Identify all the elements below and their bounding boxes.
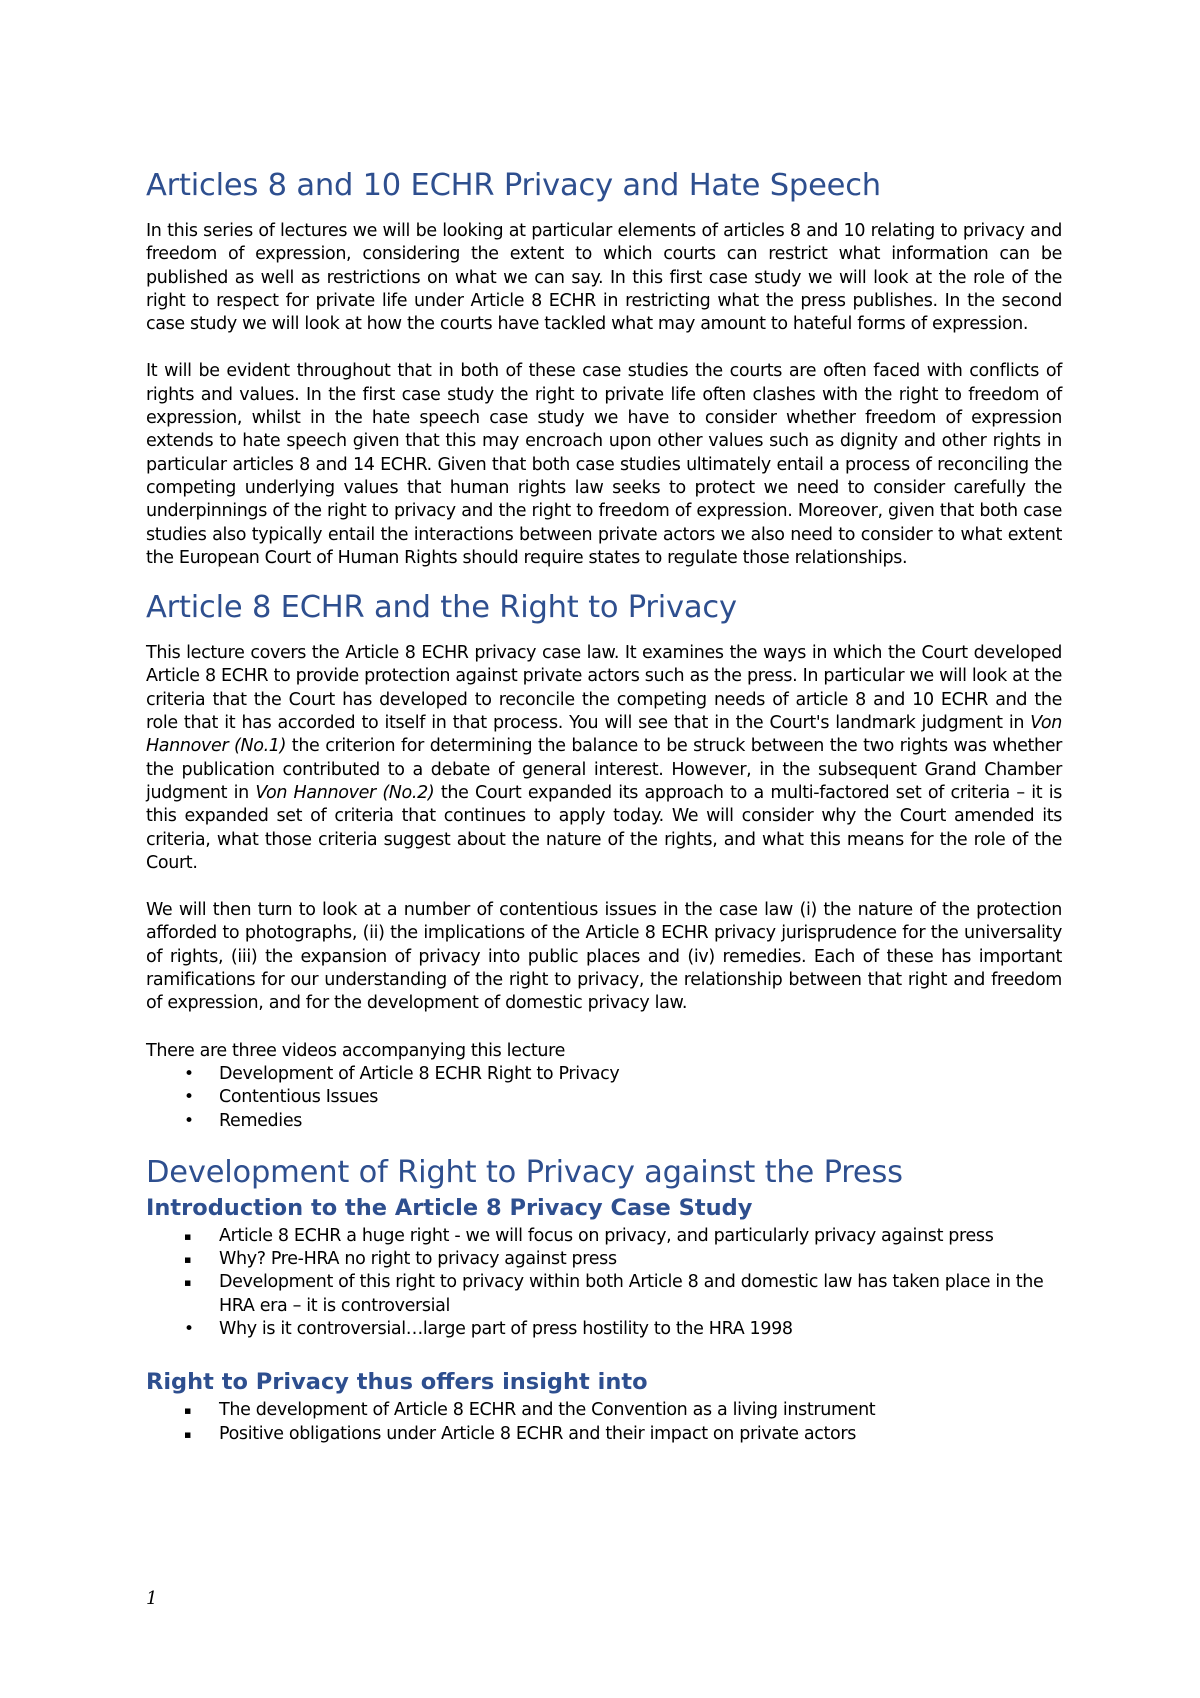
list-item-text: Article 8 ECHR a huge right - we will focus on privacy, and particularly privacy against press bbox=[219, 1225, 994, 1246]
lecture-paragraph bbox=[146, 642, 1062, 875]
case-von-hannover-2: Von Hannover (No.2) bbox=[255, 782, 435, 803]
lecture-text-3: the Court expanded its approach to a multi-factored set of criteria – it is this expanded set of criteria that continues to apply today. We will consider why the Court amended its criteria, what those criteria suggest about the nature of the rights, and what this means for the role of the Court. bbox=[146, 782, 1062, 873]
video-title: Development of Article 8 ECHR Right to Privacy bbox=[219, 1063, 620, 1084]
bullet-icon: ▪ bbox=[184, 1253, 192, 1267]
list-item bbox=[146, 1063, 1062, 1086]
case-von-hannover-1: Von Hannover (No.1) bbox=[146, 713, 1062, 757]
lecture-text-2: the criterion for determining the balance to be struck between the two rights was whether the publication contributed to a debate of general interest. However, in the subsequent Grand Chamber judgment in bbox=[146, 736, 1062, 803]
list-item bbox=[146, 1110, 1062, 1133]
bullet-icon: ▪ bbox=[184, 1229, 192, 1243]
list-item bbox=[146, 1399, 1062, 1422]
bullet-icon: • bbox=[184, 1063, 194, 1084]
list-item bbox=[146, 1086, 1062, 1109]
issues-paragraph: We will then turn to look at a number of contentious issues in the case law (i) the nature of the protection afforded to photographs, (ii) the implications of the Article 8 ECHR privacy jurisprudence for the universality of rights, (iii) the expansion of privacy into public places and (iv) remedies. Each of these has important ramifications for our understanding of the right to privacy, the relationship between that right and freedom of expression, and for the development of domestic privacy law. bbox=[146, 900, 1062, 1014]
article8-heading: Article 8 ECHR and the Right to Privacy bbox=[146, 590, 737, 626]
videos-section bbox=[146, 1040, 1062, 1133]
bullet-icon: ▪ bbox=[184, 1427, 192, 1441]
list-item bbox=[146, 1248, 1062, 1271]
list-item-text: Development of this right to privacy within both Article 8 and domestic law has taken place in the HRA era – it is controversial bbox=[219, 1272, 1044, 1316]
bullet-icon: • bbox=[184, 1318, 194, 1339]
conflict-paragraph: It will be evident throughout that in both of these case studies the courts are often faced with conflicts of rights and values. In the first case study the right to private life often clashes with the right to freedom of expression, whilst in the hate speech case study we have to consider whether freedom of expression extends to hate speech given that this may encroach upon other values such as dignity and other rights in particular articles 8 and 14 ECHR. Given that both case studies ultimately entail a process of reconciling the competing underlying values that human rights law seeks to protect we need to consider carefully the underpinnings of the right to privacy and the right to freedom of expression. Moreover, given that both case studies also typically entail the interactions between private actors we also need to consider to what extent the European Court of Human Rights should require states to regulate those relationships. bbox=[146, 361, 1062, 568]
list-item-text: Positive obligations under Article 8 ECHR and their impact on private actors bbox=[219, 1423, 857, 1444]
bullet-icon: ▪ bbox=[184, 1276, 192, 1290]
page-number: 1 bbox=[146, 1588, 158, 1609]
list-item bbox=[146, 1423, 1062, 1446]
intro-list bbox=[146, 1225, 1062, 1341]
insight-subheading: Right to Privacy thus offers insight into bbox=[146, 1369, 648, 1396]
list-item-text: Why? Pre-HRA no right to privacy against press bbox=[219, 1249, 617, 1270]
development-heading: Development of Right to Privacy against the Press bbox=[146, 1154, 903, 1190]
insight-list bbox=[146, 1399, 1062, 1446]
list-item bbox=[146, 1271, 1062, 1318]
intro-paragraph: In this series of lectures we will be looking at particular elements of articles 8 and 10 relating to privacy and freedom of expression, considering the extent to which courts can restrict what information can be published as well as restrictions on what we can say. In this first case study we will look at the role of the right to respect for private life under Article 8 ECHR in restricting what the press publishes. In the second case study we will look at how the courts have tackled what may amount to hateful forms of expression. bbox=[146, 221, 1062, 335]
list-item bbox=[146, 1225, 1062, 1248]
list-item-text: Why is it controversial…large part of press hostility to the HRA 1998 bbox=[219, 1318, 793, 1339]
main-heading: Articles 8 and 10 ECHR Privacy and Hate Speech bbox=[146, 168, 881, 203]
list-item-text: The development of Article 8 ECHR and the Convention as a living instrument bbox=[219, 1400, 876, 1421]
list-item bbox=[146, 1318, 1062, 1341]
bullet-icon: • bbox=[184, 1087, 194, 1108]
bullet-icon: • bbox=[184, 1110, 194, 1131]
document-body bbox=[146, 166, 1062, 1446]
videos-intro: There are three videos accompanying this lecture bbox=[146, 1040, 565, 1061]
video-title: Remedies bbox=[219, 1110, 303, 1131]
lecture-text-1: This lecture covers the Article 8 ECHR privacy case law. It examines the ways in which the Court developed Article 8 ECHR to provide protection against private actors such as the press. In particular we will look at the criteria that the Court has developed to reconcile the competing needs of article 8 and 10 ECHR and the role that it has accorded to itself in that process. You will see that in the Court's landmark judgment in bbox=[146, 643, 1062, 734]
videos-list bbox=[146, 1063, 1062, 1133]
video-title: Contentious Issues bbox=[219, 1087, 379, 1108]
intro-subheading: Introduction to the Article 8 Privacy Case Study bbox=[146, 1194, 753, 1221]
bullet-icon: ▪ bbox=[184, 1404, 192, 1418]
